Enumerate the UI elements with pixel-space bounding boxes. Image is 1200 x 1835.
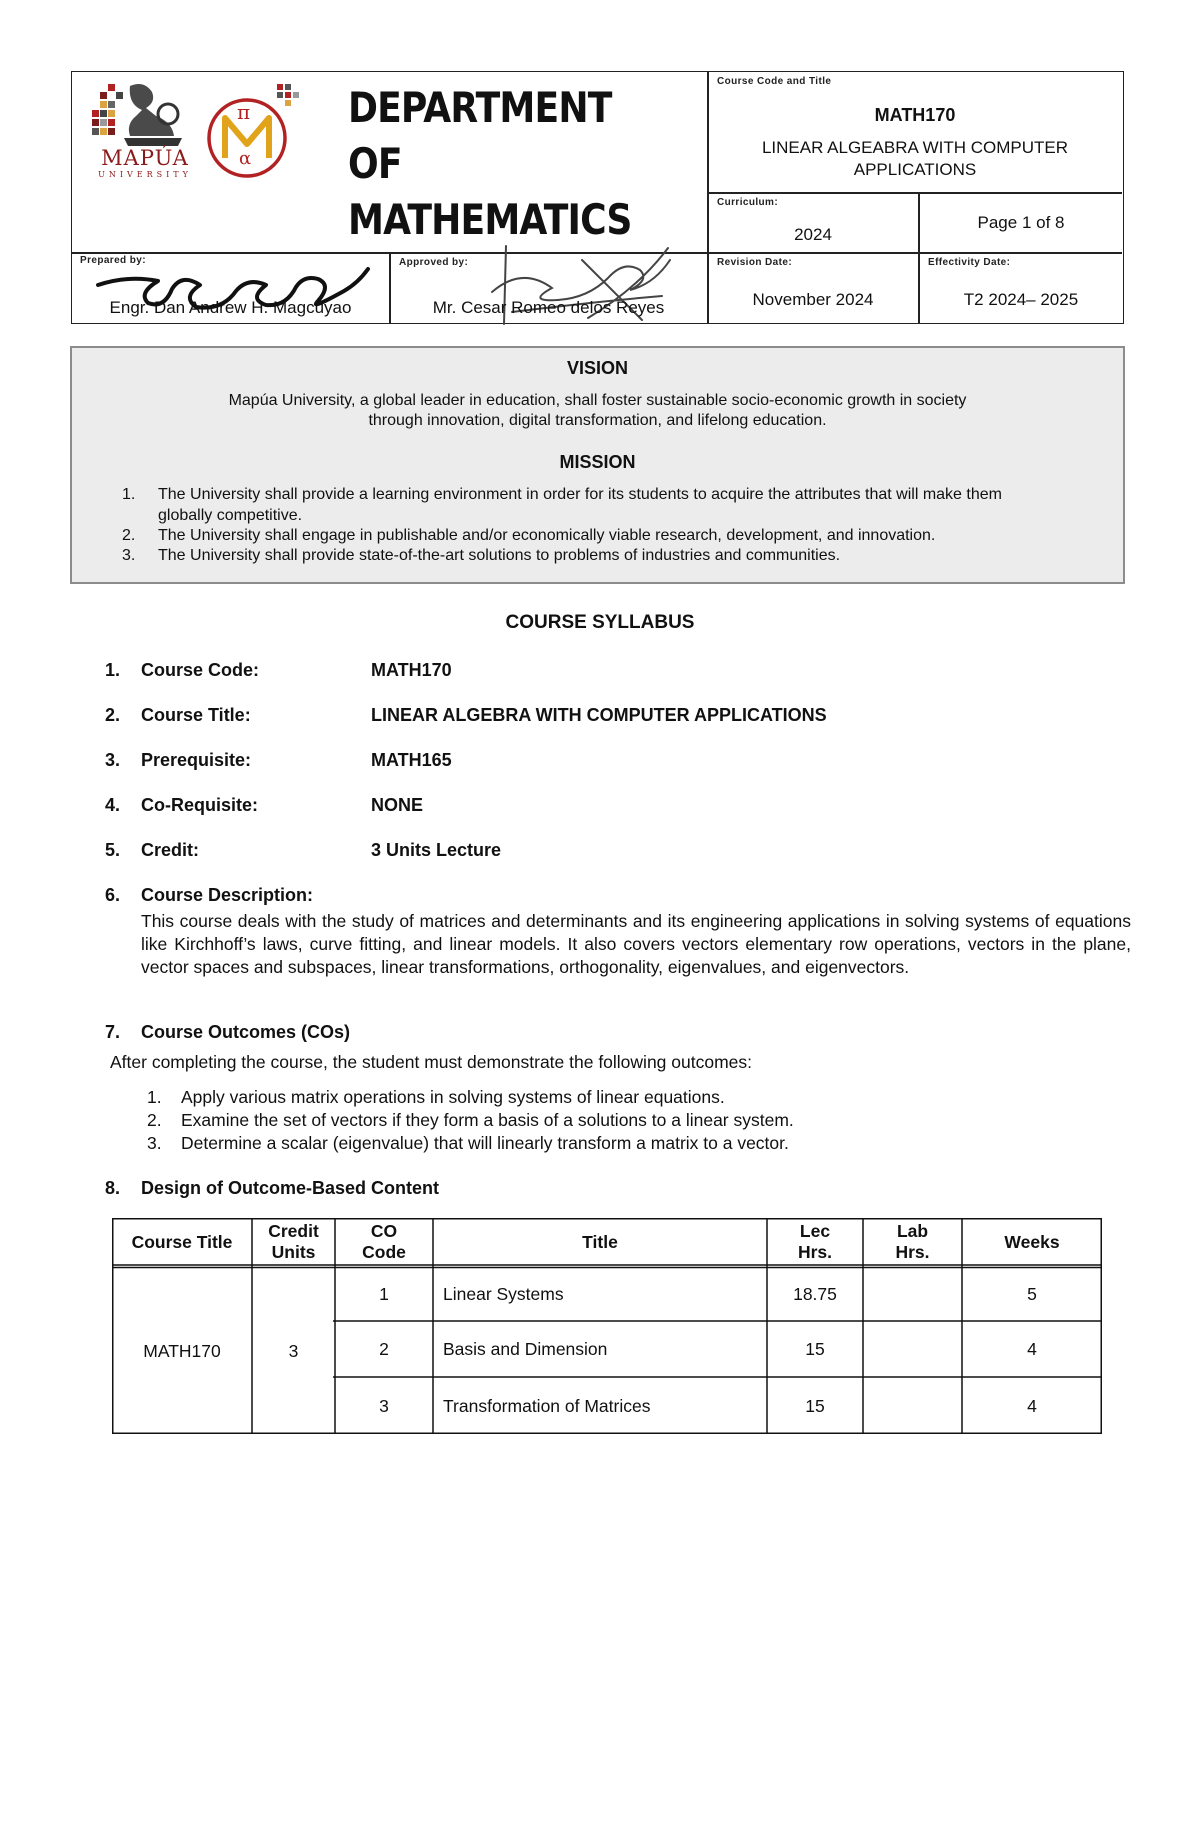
mapua-wordmark-sub: UNIVERSITY bbox=[98, 170, 192, 179]
col-header-weeks: Weeks bbox=[1004, 1231, 1060, 1252]
vision-line1: Mapúa University, a global leader in education, shall foster sustainable socio-economic growth in society bbox=[228, 392, 967, 409]
department-title-line2: MATHEMATICS bbox=[348, 195, 632, 244]
header-course-name-line1: LINEAR ALGEABRA WITH COMPUTER bbox=[761, 138, 1069, 157]
cell-weeks: 5 bbox=[1027, 1284, 1037, 1304]
col-header-lab-hrs bbox=[863, 1218, 962, 1266]
header-course-code: MATH170 bbox=[874, 105, 956, 125]
field-label: Course Title: bbox=[141, 705, 251, 725]
outcome-number: 3. bbox=[147, 1133, 162, 1153]
cell-lab-hrs bbox=[863, 1322, 962, 1377]
field-number: 4. bbox=[105, 795, 121, 815]
col-header-co-code bbox=[335, 1218, 433, 1266]
field-value: 3 Units Lecture bbox=[371, 840, 502, 860]
field-number: 6. bbox=[105, 885, 121, 905]
cell-lab-hrs bbox=[863, 1268, 962, 1321]
effectivity-date-value: T2 2024– 2025 bbox=[963, 290, 1079, 309]
field-value: NONE bbox=[371, 795, 424, 815]
mission-item-text: The University shall provide state-of-the-art solutions to problems of industries and communities. bbox=[158, 547, 841, 564]
revision-date-value: November 2024 bbox=[752, 290, 874, 309]
course-outcomes-intro: After completing the course, the student must demonstrate the following outcomes: bbox=[110, 1052, 753, 1072]
approved-by-label: Approved by: bbox=[399, 257, 469, 268]
vision-heading: VISION bbox=[566, 358, 628, 378]
col-header-course-title: Course Title bbox=[131, 1231, 233, 1252]
mission-item-number: 2. bbox=[122, 527, 136, 544]
col-header-line: Hrs. bbox=[895, 1242, 930, 1262]
page-number: Page 1 of 8 bbox=[977, 213, 1065, 232]
course-description-text: This course deals with the study of matrices and determinants and its engineering applications in solving systems of equations like Kirchhoff’s laws, curve fitting, and linear models. It also covers vectors elementary row operations, vectors in the plane, vector spaces and subspaces, linear transformations, orthogonality, eigenvalues, and eigenvectors. bbox=[141, 911, 1131, 977]
field-number: 2. bbox=[105, 705, 121, 725]
cell-weeks: 4 bbox=[1027, 1395, 1037, 1416]
outcome-number: 2. bbox=[147, 1110, 162, 1130]
field-label: Course Code: bbox=[141, 660, 260, 680]
pi-symbol: π bbox=[237, 100, 251, 124]
col-header-credit-units bbox=[252, 1218, 335, 1266]
mission-item-number: 3. bbox=[122, 547, 136, 564]
mapua-logo bbox=[90, 74, 200, 184]
effectivity-date-label: Effectivity Date: bbox=[928, 257, 1011, 268]
outcome-text: Determine a scalar (eigenvalue) that will linearly transform a matrix to a vector. bbox=[181, 1133, 789, 1153]
col-header-line: Units bbox=[271, 1242, 316, 1262]
revision-date-label: Revision Date: bbox=[717, 257, 793, 268]
header-divider bbox=[707, 192, 1122, 194]
approved-by-name: Mr. Cesar Romeo delos Reyes bbox=[432, 298, 665, 317]
field-number: 1. bbox=[105, 660, 121, 680]
alpha-symbol: α bbox=[239, 148, 252, 169]
prepared-by-name: Engr. Dan Andrew H. Magcuyao bbox=[109, 298, 352, 317]
field-label: Prerequisite: bbox=[141, 750, 252, 770]
outcome-content-table bbox=[112, 1218, 1102, 1434]
field-number: 7. bbox=[105, 1022, 121, 1042]
col-header-lec-hrs bbox=[767, 1218, 863, 1266]
cell-credit-units: 3 bbox=[288, 1340, 299, 1361]
outcome-number: 1. bbox=[147, 1087, 162, 1107]
field-label: Co-Requisite: bbox=[141, 795, 258, 815]
field-label: Design of Outcome-Based Content bbox=[141, 1178, 440, 1198]
col-header-line: Credit bbox=[268, 1221, 319, 1241]
field-number: 5. bbox=[105, 840, 121, 860]
department-title bbox=[348, 80, 658, 248]
header-course-name-line2: APPLICATIONS bbox=[853, 160, 977, 179]
curriculum-value: 2024 bbox=[794, 225, 832, 244]
cell-weeks: 4 bbox=[1027, 1339, 1037, 1359]
field-label: Course Description: bbox=[141, 885, 314, 905]
outcome-text: Examine the set of vectors if they form a basis of a solutions to a linear system. bbox=[181, 1110, 794, 1130]
course-code-title-label: Course Code and Title bbox=[717, 76, 832, 87]
col-header-line: Lec bbox=[799, 1221, 831, 1241]
mission-heading: MISSION bbox=[559, 452, 636, 472]
math-logo-icon bbox=[203, 82, 303, 182]
vision-line2: through innovation, digital transformation, and lifelong education. bbox=[368, 412, 827, 429]
math-department-logo bbox=[203, 82, 303, 182]
outcome-text: Apply various matrix operations in solving systems of linear equations. bbox=[181, 1087, 725, 1107]
cell-co-code: 1 bbox=[379, 1284, 389, 1304]
syllabus-title: COURSE SYLLABUS bbox=[505, 612, 695, 633]
col-header-title: Title bbox=[582, 1231, 618, 1252]
cell-title: Basis and Dimension bbox=[443, 1339, 608, 1359]
vision-mission-box bbox=[70, 346, 1125, 584]
col-header-line: Hrs. bbox=[797, 1242, 833, 1262]
mission-item-text: globally competitive. bbox=[158, 507, 303, 524]
cell-lab-hrs bbox=[863, 1378, 962, 1434]
field-number: 8. bbox=[105, 1178, 121, 1198]
mission-item-number: 1. bbox=[122, 486, 136, 503]
col-header-line: Code bbox=[362, 1242, 406, 1262]
field-label: Credit: bbox=[141, 840, 199, 860]
document-header bbox=[71, 71, 1124, 324]
field-number: 3. bbox=[105, 750, 121, 770]
field-value: MATH170 bbox=[371, 660, 452, 680]
cell-lec-hrs: 15 bbox=[805, 1395, 825, 1416]
approved-signature-icon bbox=[472, 236, 712, 340]
cell-course: MATH170 bbox=[143, 1340, 221, 1361]
field-value: MATH165 bbox=[371, 750, 452, 770]
prepared-by-label: Prepared by: bbox=[80, 255, 146, 266]
curriculum-label: Curriculum: bbox=[717, 197, 779, 208]
col-header-line: Lab bbox=[896, 1221, 929, 1241]
mission-item-text: The University shall engage in publishable and/or economically viable research, development, and innovation. bbox=[158, 527, 936, 544]
department-title-line1: DEPARTMENT OF bbox=[348, 83, 612, 188]
cell-lec-hrs: 15 bbox=[805, 1339, 825, 1359]
cell-lec-hrs: 18.75 bbox=[793, 1284, 837, 1304]
field-value: LINEAR ALGEBRA WITH COMPUTER APPLICATIONS bbox=[371, 705, 827, 725]
mission-item-text: The University shall provide a learning environment in order for its students to acquire the attributes that will make them bbox=[158, 486, 1002, 503]
field-label: Course Outcomes (COs) bbox=[141, 1022, 351, 1042]
cell-title: Transformation of Matrices bbox=[443, 1395, 651, 1416]
mapua-wordmark: MAPÚA bbox=[101, 146, 189, 170]
cell-co-code: 2 bbox=[379, 1339, 389, 1359]
cell-title: Linear Systems bbox=[443, 1284, 564, 1304]
cell-co-code: 3 bbox=[379, 1395, 389, 1416]
col-header-line: CO bbox=[370, 1221, 398, 1241]
